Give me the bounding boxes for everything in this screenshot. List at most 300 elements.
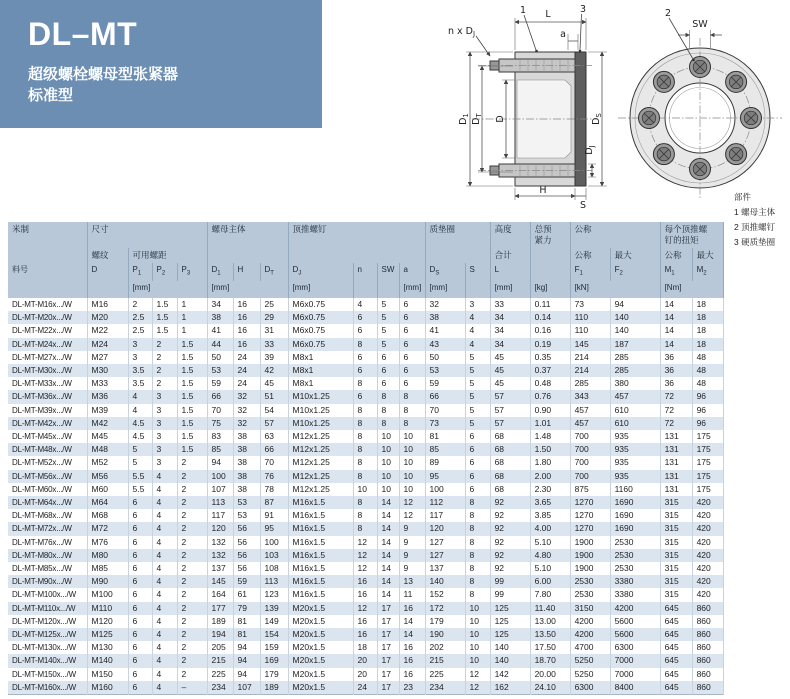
table-cell: 860 [692, 628, 723, 641]
table-cell: M20 [87, 311, 128, 324]
table-cell: 935 [610, 443, 660, 456]
table-cell: 76 [260, 470, 288, 483]
table-cell: DL-MT-M120x.../W [8, 615, 87, 628]
table-cell: 6 [353, 324, 377, 337]
table-cell: 59 [207, 377, 233, 390]
table-cell: 3 [128, 338, 152, 351]
table-cell: 11 [399, 588, 425, 601]
table-cell: 5250 [570, 654, 610, 667]
unit-mm: [mm] [288, 281, 353, 298]
table-cell: 94 [233, 654, 260, 667]
table-cell: 10 [377, 443, 399, 456]
table-cell: 10 [465, 602, 490, 615]
dim-label-S: S [579, 200, 587, 211]
col-D1: $D_1$ [207, 263, 233, 281]
table-cell: 420 [692, 549, 723, 562]
table-cell: 16 [233, 298, 260, 311]
table-cell: 1900 [570, 562, 610, 575]
table-cell: 66 [425, 390, 465, 403]
table-cell: 7.80 [530, 588, 570, 601]
table-cell: 3 [152, 430, 177, 443]
table-cell: DL-MT-M30x.../W [8, 364, 87, 377]
table-cell: M12x1.25 [288, 443, 353, 456]
table-cell: 2.00 [530, 470, 570, 483]
table-cell: 8 [353, 443, 377, 456]
unit-nm: [Nm] [660, 281, 723, 298]
table-cell: M36 [87, 390, 128, 403]
table-cell: 17 [377, 602, 399, 615]
table-row [8, 562, 723, 575]
unit-kg: [kg] [530, 281, 570, 298]
table-cell: 75 [207, 417, 233, 430]
table-cell: M48 [87, 443, 128, 456]
table-cell: 4 [152, 562, 177, 575]
bolt-icon [726, 71, 747, 92]
table-cell: 457 [570, 404, 610, 417]
table-cell: 14 [660, 324, 692, 337]
table-cell: 6 [399, 377, 425, 390]
table-cell: 457 [610, 390, 660, 403]
table-cell: 6300 [570, 681, 610, 695]
table-cell: 4 [152, 668, 177, 681]
table-cell: 5 [465, 404, 490, 417]
table-cell: DL-MT-M160x.../W [8, 681, 87, 695]
table-cell: 89 [425, 456, 465, 469]
table-cell: 125 [490, 615, 530, 628]
table-cell: DL-MT-M68x.../W [8, 509, 87, 522]
table-cell: 6 [353, 311, 377, 324]
spec-table [8, 222, 724, 695]
table-cell: 2.5 [128, 311, 152, 324]
table-cell: M45 [87, 430, 128, 443]
table-cell: 127 [425, 549, 465, 562]
table-row [8, 654, 723, 667]
table-cell: 127 [425, 536, 465, 549]
table-cell: M16x1.5 [288, 509, 353, 522]
table-cell: 113 [207, 496, 233, 509]
table-cell: DL-MT-M16x.../W [8, 298, 87, 311]
table-cell: 420 [692, 522, 723, 535]
table-cell: 177 [207, 602, 233, 615]
table-cell: M10x1.25 [288, 404, 353, 417]
table-cell: 45 [490, 377, 530, 390]
table-cell: M150 [87, 668, 128, 681]
table-cell: 110 [570, 311, 610, 324]
table-cell: 33 [260, 338, 288, 351]
table-cell: 120 [425, 522, 465, 535]
table-cell: 24 [233, 351, 260, 364]
table-cell: 34 [490, 324, 530, 337]
table-cell: 112 [425, 496, 465, 509]
table-cell: 5 [128, 456, 152, 469]
table-cell: M6x0.75 [288, 298, 353, 311]
table-cell: 34 [490, 338, 530, 351]
table-cell: 25 [260, 298, 288, 311]
table-cell: 2.30 [530, 483, 570, 496]
table-cell: 1.5 [177, 377, 207, 390]
table-cell: 41 [425, 324, 465, 337]
table-cell: 2 [152, 364, 177, 377]
table-cell: 6 [128, 654, 152, 667]
table-cell: 214 [570, 364, 610, 377]
technical-drawing [420, 0, 790, 220]
table-cell: 1.5 [177, 404, 207, 417]
table-cell: M30 [87, 364, 128, 377]
table-row [8, 364, 723, 377]
parts-item: 2 顶推螺钉 [734, 222, 776, 232]
table-cell: 645 [660, 615, 692, 628]
table-cell: 5 [377, 298, 399, 311]
table-cell: 3 [465, 298, 490, 311]
table-cell: 8 [465, 575, 490, 588]
table-cell: 10 [399, 443, 425, 456]
table-row [8, 509, 723, 522]
table-cell: DL-MT-M64x.../W [8, 496, 87, 509]
dim-label-DJ: $D_J$ [584, 145, 596, 155]
table-cell: 4 [152, 496, 177, 509]
table-cell: 81 [233, 628, 260, 641]
table-cell: 187 [610, 338, 660, 351]
table-cell: 10 [377, 456, 399, 469]
table-cell: 1.50 [530, 443, 570, 456]
table-cell: 12 [465, 668, 490, 681]
table-cell: 131 [660, 456, 692, 469]
group-washer: 质垫圈 [425, 222, 490, 248]
table-cell: 1 [177, 298, 207, 311]
group-height: 高度 [490, 222, 530, 248]
table-cell: 57 [490, 390, 530, 403]
table-cell: 5 [377, 311, 399, 324]
table-cell: 13 [399, 575, 425, 588]
table-cell: 2 [177, 641, 207, 654]
col-DJ: $D_J$ [288, 263, 353, 281]
table-cell: 8 [353, 430, 377, 443]
table-cell: 3150 [570, 602, 610, 615]
group-torque: 每个顶推螺钉的扭矩 [660, 222, 723, 248]
table-cell: 860 [692, 681, 723, 695]
table-cell: 6 [353, 390, 377, 403]
table-cell: 6 [465, 483, 490, 496]
table-cell: 8 [353, 456, 377, 469]
table-cell: 860 [692, 615, 723, 628]
table-cell: 4 [465, 311, 490, 324]
table-row [8, 522, 723, 535]
table-cell: 12 [399, 496, 425, 509]
table-cell: 38 [207, 311, 233, 324]
table-cell: 0.76 [530, 390, 570, 403]
table-cell: 14 [377, 536, 399, 549]
table-cell: 10 [377, 483, 399, 496]
unit-mm: [mm] [128, 281, 207, 298]
table-cell: 57 [260, 417, 288, 430]
table-cell: M56 [87, 470, 128, 483]
table-cell: 85 [425, 443, 465, 456]
table-cell: 68 [490, 443, 530, 456]
table-cell: 12 [353, 562, 377, 575]
table-cell: 225 [207, 668, 233, 681]
table-cell: 4200 [570, 615, 610, 628]
table-cell: 14 [660, 338, 692, 351]
table-cell: M16x1.5 [288, 536, 353, 549]
table-cell: DL-MT-M110x.../W [8, 602, 87, 615]
table-cell: 53 [233, 509, 260, 522]
table-cell: 125 [490, 628, 530, 641]
table-cell: 860 [692, 602, 723, 615]
table-cell: 6 [377, 377, 399, 390]
table-cell: 132 [207, 549, 233, 562]
group-dimensions: 尺寸 [87, 222, 207, 248]
sub-header-row [8, 248, 723, 263]
table-cell: 3.5 [128, 364, 152, 377]
table-cell: 1.48 [530, 430, 570, 443]
table-cell: 54 [260, 404, 288, 417]
table-cell: 6 [128, 522, 152, 535]
col-part-no: 料号 [8, 263, 87, 281]
table-cell: 700 [570, 443, 610, 456]
bolt-icon [741, 108, 762, 129]
table-cell: DL-MT-M72x.../W [8, 522, 87, 535]
table-cell: 113 [260, 575, 288, 588]
table-cell: 860 [692, 654, 723, 667]
table-cell: M12x1.25 [288, 483, 353, 496]
table-cell: 179 [260, 668, 288, 681]
table-cell: 79 [233, 602, 260, 615]
table-cell: 56 [233, 562, 260, 575]
table-cell: 194 [207, 628, 233, 641]
table-cell: 175 [692, 470, 723, 483]
table-cell: 2530 [610, 536, 660, 549]
table-cell: 107 [207, 483, 233, 496]
sub-max-f: 最大 [610, 248, 660, 263]
table-cell: 420 [692, 536, 723, 549]
table-cell: 234 [425, 681, 465, 695]
table-cell: 6 [128, 588, 152, 601]
table-cell: 10 [465, 615, 490, 628]
group-jack-screw: 顶推螺钉 [288, 222, 425, 248]
table-cell: 34 [490, 311, 530, 324]
col-DT: $D_T$ [260, 263, 288, 281]
table-cell: 36 [660, 364, 692, 377]
table-cell: 140 [425, 575, 465, 588]
table-cell: 48 [692, 377, 723, 390]
col-n: n [353, 263, 377, 281]
table-cell: 50 [425, 351, 465, 364]
table-cell: M20x1.5 [288, 615, 353, 628]
units-row [8, 281, 723, 298]
dim-label-nxdj: n x $D_J$ [448, 26, 476, 38]
table-cell: 10 [465, 641, 490, 654]
table-cell: 234 [207, 681, 233, 695]
table-cell: 4 [152, 509, 177, 522]
table-cell: 315 [660, 562, 692, 575]
table-cell: M6x0.75 [288, 311, 353, 324]
table-cell: 4 [152, 628, 177, 641]
table-row [8, 588, 723, 601]
table-cell: 0.48 [530, 377, 570, 390]
group-preload: 总预紧力 [530, 222, 570, 263]
dim-label-DT: $D_T$ [471, 113, 483, 125]
table-cell: 5 [377, 338, 399, 351]
table-cell: 20.00 [530, 668, 570, 681]
table-cell: 4.5 [128, 417, 152, 430]
table-cell: 1.5 [152, 298, 177, 311]
table-cell: 5.5 [128, 470, 152, 483]
table-cell: 83 [207, 430, 233, 443]
table-cell: 16 [399, 668, 425, 681]
table-cell: M16x1.5 [288, 562, 353, 575]
table-cell: 14 [399, 615, 425, 628]
table-cell: 38 [425, 311, 465, 324]
table-cell: 16 [399, 641, 425, 654]
table-cell: 8 [353, 522, 377, 535]
table-cell: 4.00 [530, 522, 570, 535]
table-cell: DL-MT-M48x.../W [8, 443, 87, 456]
table-cell: 4 [152, 522, 177, 535]
table-cell: 215 [425, 654, 465, 667]
table-cell: 72 [660, 390, 692, 403]
table-cell: DL-MT-M76x.../W [8, 536, 87, 549]
table-cell: 6 [128, 496, 152, 509]
table-cell: 6 [128, 575, 152, 588]
table-cell: 215 [207, 654, 233, 667]
table-cell: M12x1.25 [288, 456, 353, 469]
table-cell: 17 [377, 681, 399, 695]
table-cell: 935 [610, 430, 660, 443]
table-cell: 17 [377, 654, 399, 667]
table-cell: 63 [260, 430, 288, 443]
table-cell: 6 [399, 351, 425, 364]
table-cell: 2 [177, 615, 207, 628]
table-cell: 142 [490, 668, 530, 681]
table-cell: 18 [692, 338, 723, 351]
table-cell: M27 [87, 351, 128, 364]
table-cell: M140 [87, 654, 128, 667]
table-cell: 17 [377, 668, 399, 681]
table-cell: 8 [353, 470, 377, 483]
table-row [8, 311, 723, 324]
table-cell: 860 [692, 668, 723, 681]
sub-total: 合计 [490, 248, 530, 263]
table-cell: 11.40 [530, 602, 570, 615]
table-cell: 645 [660, 602, 692, 615]
table-cell: 117 [425, 509, 465, 522]
sub-max-m: 最大 [692, 248, 723, 263]
table-cell: 24.10 [530, 681, 570, 695]
group-nominal: 公称 [570, 222, 660, 248]
table-cell: 9 [399, 549, 425, 562]
table-cell: 175 [692, 483, 723, 496]
table-cell: 162 [490, 681, 530, 695]
table-cell: 0.14 [530, 311, 570, 324]
table-cell: 420 [692, 496, 723, 509]
table-cell: 2 [177, 496, 207, 509]
table-row [8, 390, 723, 403]
unit-mm: [mm] [490, 281, 530, 298]
table-row [8, 628, 723, 641]
table-cell: 94 [207, 456, 233, 469]
col-P2: $P_2$ [152, 263, 177, 281]
page-title: DL–MT [28, 16, 138, 52]
table-row [8, 351, 723, 364]
table-cell: 6 [128, 668, 152, 681]
table-row [8, 377, 723, 390]
table-cell: 17 [377, 615, 399, 628]
table-cell: 8 [465, 562, 490, 575]
table-cell: 6 [399, 298, 425, 311]
table-cell: M100 [87, 588, 128, 601]
table-cell: DL-MT-M45x.../W [8, 430, 87, 443]
table-cell: 16 [399, 654, 425, 667]
table-cell: 66 [207, 390, 233, 403]
table-cell: 8 [465, 522, 490, 535]
group-header-row [8, 222, 723, 248]
table-cell: 61 [233, 588, 260, 601]
table-cell: M10x1.25 [288, 390, 353, 403]
table-cell: M16x1.5 [288, 588, 353, 601]
dim-label-DS: $D_S$ [591, 113, 603, 125]
table-cell: DL-MT-M24x.../W [8, 338, 87, 351]
table-cell: 3380 [610, 588, 660, 601]
table-cell: 4 [353, 298, 377, 311]
table-cell: M22 [87, 324, 128, 337]
col-P3: $P_3$ [177, 263, 207, 281]
table-cell: 4 [152, 575, 177, 588]
table-cell: 56 [233, 549, 260, 562]
table-cell: DL-MT-M100x.../W [8, 588, 87, 601]
table-cell: 17.50 [530, 641, 570, 654]
table-cell: 5.10 [530, 562, 570, 575]
table-cell: 5250 [570, 668, 610, 681]
table-cell: 33 [490, 298, 530, 311]
table-cell: 6 [128, 602, 152, 615]
bolt-icon [639, 108, 660, 129]
table-cell: 92 [490, 522, 530, 535]
callout-3: 3 [580, 4, 587, 15]
table-cell: 8 [353, 377, 377, 390]
table-cell: 4 [152, 536, 177, 549]
table-cell: 8 [353, 509, 377, 522]
table-cell: 0.35 [530, 351, 570, 364]
table-cell: 57 [490, 417, 530, 430]
table-cell: 700 [570, 456, 610, 469]
table-cell: 4 [152, 681, 177, 695]
table-cell: 6 [128, 681, 152, 695]
table-cell: 94 [233, 641, 260, 654]
table-cell: 81 [233, 615, 260, 628]
table-cell: 96 [692, 404, 723, 417]
table-cell: 5 [465, 417, 490, 430]
table-cell: DL-MT-M85x.../W [8, 562, 87, 575]
table-cell: 59 [233, 575, 260, 588]
table-cell: 56 [233, 536, 260, 549]
table-cell: 1.5 [177, 417, 207, 430]
table-cell: 81 [425, 430, 465, 443]
table-cell: 18 [353, 641, 377, 654]
table-cell: 140 [490, 654, 530, 667]
table-cell: 2530 [610, 562, 660, 575]
table-cell: 5 [465, 390, 490, 403]
table-cell: 1690 [610, 496, 660, 509]
table-cell: DL-MT-M125x.../W [8, 628, 87, 641]
table-cell: 935 [610, 470, 660, 483]
table-cell: 5 [465, 377, 490, 390]
dim-label-D: D [495, 115, 506, 123]
table-cell: 29 [260, 311, 288, 324]
dim-label-a: a [560, 29, 566, 40]
table-cell: 14 [377, 509, 399, 522]
table-cell: 2.5 [128, 324, 152, 337]
table-cell: 4 [152, 602, 177, 615]
